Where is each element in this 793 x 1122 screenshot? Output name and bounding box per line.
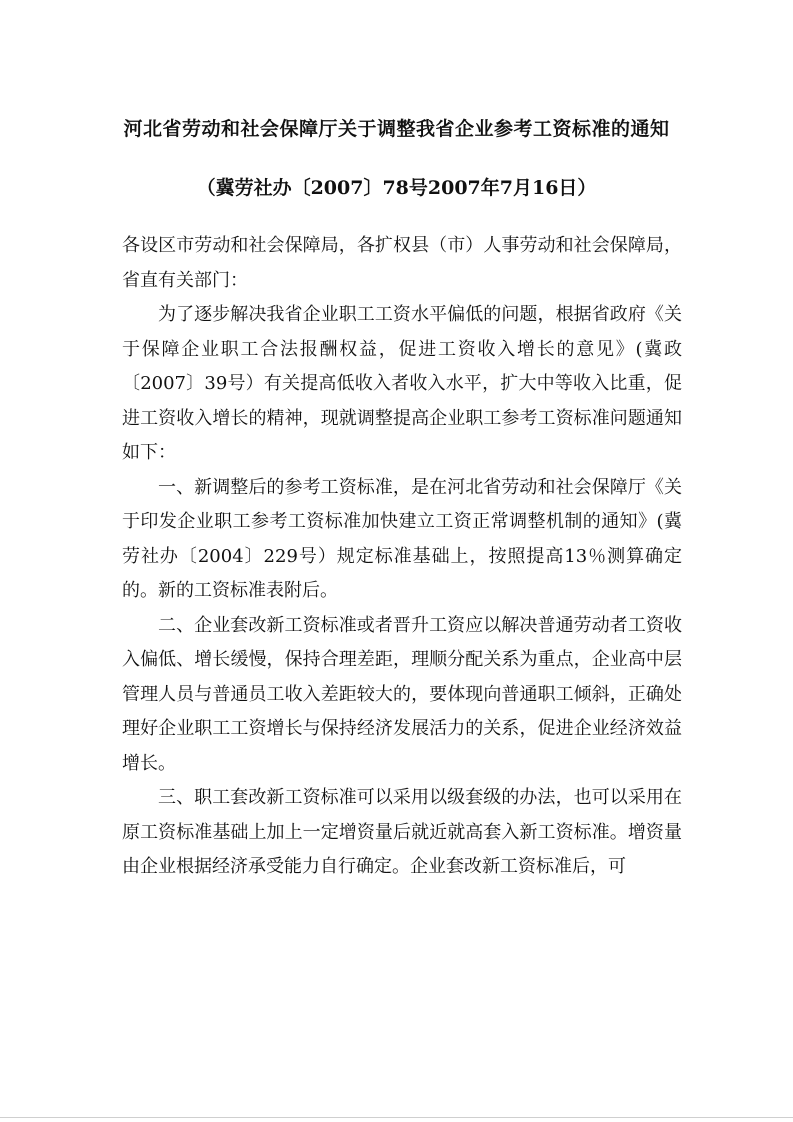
paragraph-two: 二、企业套改新工资标准或者晋升工资应以解决普通劳动者工资收入偏低、增长缓慢，保持合理差距，理顺分配关系为重点，企业高中层管理人员与普通员工收入差距较大的，要体现向普通职工倾斜，正确处理好企业职工工资增长与保持经济发展活力的关系，促进企业经济效益增长。 (122, 614, 682, 774)
paragraph-one: 一、新调整后的参考工资标准，是在河北省劳动和社会保障厅《关于印发企业职工参考工资标准加快建立工资正常调整机制的通知》(冀劳社办〔2004〕229号）规定标准基础上，按照提高13％测算确定的。新的工资标准表附后。 (122, 476, 682, 601)
document-title: 河北省劳动和社会保障厅关于调整我省企业参考工资标准的通知 (123, 118, 670, 140)
paragraph-three: 三、职工套改新工资标准可以采用以级套级的办法，也可以采用在原工资标准基础上加上一定增资量后就近就高套入新工资标准。增资量由企业根据经济承受能力自行确定。企业套改新工资标准后，可 (122, 787, 682, 877)
page-bottom-divider (0, 1117, 793, 1118)
document-subtitle: （冀劳社办〔2007〕78号2007年7月16日） (196, 177, 597, 199)
document-body (122, 229, 682, 885)
paragraph-intro: 为了逐步解决我省企业职工工资水平偏低的问题，根据省政府《关于保障企业职工合法报酬权益，促进工资收入增长的意见》(冀政〔2007〕39号）有关提高低收入者收入水平，扩大中等收入比重，促进工资收入增长的精神，现就调整提高企业职工参考工资标准问题通知如下： (122, 304, 682, 463)
salutation: 各设区市劳动和社会保障局，各扩权县（市）人事劳动和社会保障局，省直有关部门： (122, 235, 682, 291)
